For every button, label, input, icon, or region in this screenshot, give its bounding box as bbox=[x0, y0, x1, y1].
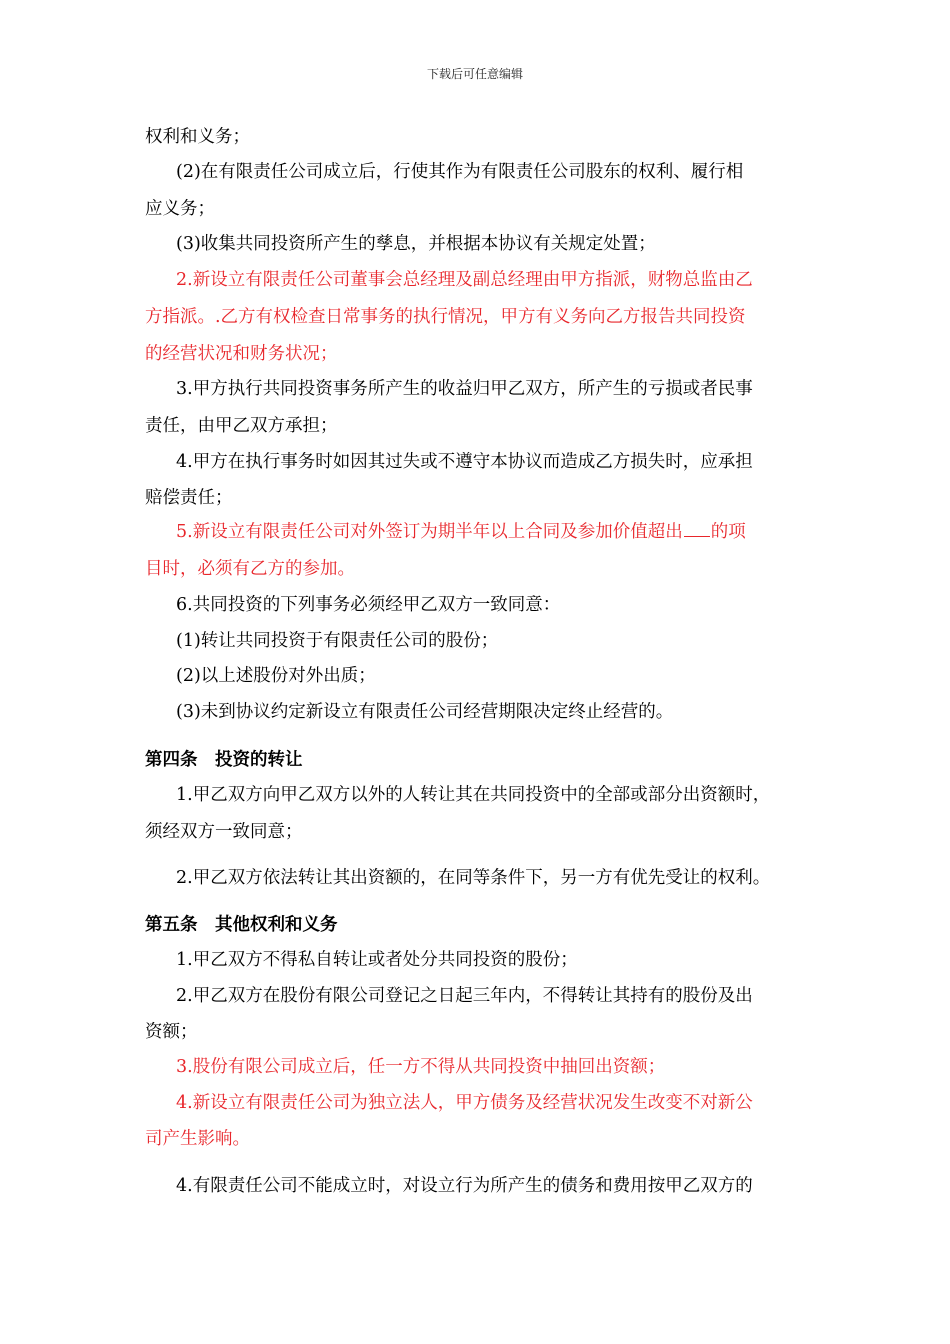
paragraph-line: 4.甲方在执行事务时如因其过失或不遵守本协议而造成乙方损失时，应承担 bbox=[176, 452, 753, 472]
highlighted-line: 方指派。.乙方有权检查日常事务的执行情况，甲方有义务向乙方报告共同投资 bbox=[145, 307, 746, 327]
section-heading: 第四条 投资的转让 bbox=[145, 750, 303, 770]
paragraph-line: 2.甲乙双方在股份有限公司登记之日起三年内，不得转让其持有的股份及出 bbox=[176, 986, 753, 1006]
paragraph-line: 须经双方一致同意； bbox=[145, 822, 303, 842]
paragraph-line: (1)转让共同投资于有限责任公司的股份； bbox=[176, 631, 499, 651]
highlighted-line bbox=[176, 520, 820, 544]
section-heading: 第五条 其他权利和义务 bbox=[145, 915, 338, 935]
paragraph-line: 资额； bbox=[145, 1022, 198, 1042]
paragraph-line: 赔偿责任； bbox=[145, 488, 233, 508]
paragraph-line: 1.甲乙双方不得私自转让或者处分共同投资的股份； bbox=[176, 950, 578, 970]
highlighted-line: 目时，必须有乙方的参加。 bbox=[145, 559, 355, 579]
clause-text: 5.新设立有限责任公司对外签订为期半年以上合同及参加价值超出 bbox=[176, 522, 683, 542]
fill-in-blank bbox=[684, 520, 710, 537]
paragraph-line: (2)以上述股份对外出质； bbox=[176, 666, 376, 686]
highlighted-line: 4.新设立有限责任公司为独立法人，甲方债务及经营状况发生改变不对新公 bbox=[176, 1093, 753, 1113]
paragraph-line: 3.甲方执行共同投资事务所产生的收益归甲乙双方，所产生的亏损或者民事 bbox=[176, 379, 753, 399]
paragraph-line: 权利和义务； bbox=[145, 127, 250, 147]
paragraph-line: 应义务； bbox=[145, 199, 215, 219]
paragraph-line: (2)在有限责任公司成立后，行使其作为有限责任公司股东的权利、履行相 bbox=[176, 162, 744, 182]
page-header: 下载后可任意编辑 bbox=[426, 67, 523, 81]
paragraph-line: (3)收集共同投资所产生的孳息，并根据本协议有关规定处置； bbox=[176, 234, 656, 254]
highlighted-line: 司产生影响。 bbox=[145, 1129, 250, 1149]
paragraph-line: 6.共同投资的下列事务必须经甲乙双方一致同意： bbox=[176, 595, 561, 615]
paragraph-line: 2.甲乙双方依法转让其出资额的，在同等条件下，另一方有优先受让的权利。 bbox=[176, 868, 771, 888]
paragraph-line: 4.有限责任公司不能成立时，对设立行为所产生的债务和费用按甲乙双方的 bbox=[176, 1176, 753, 1196]
clause-text: 的项 bbox=[710, 522, 746, 542]
paragraph-line: (3)未到协议约定新设立有限责任公司经营期限决定终止经营的。 bbox=[176, 702, 674, 722]
highlighted-line: 3.股份有限公司成立后，任一方不得从共同投资中抽回出资额； bbox=[176, 1057, 666, 1077]
paragraph-line: 责任，由甲乙双方承担； bbox=[145, 416, 338, 436]
highlighted-line: 的经营状况和财务状况； bbox=[145, 344, 338, 364]
highlighted-line: 2.新设立有限责任公司董事会总经理及副总经理由甲方指派，财物总监由乙 bbox=[176, 270, 753, 290]
paragraph-line: 1.甲乙双方向甲乙双方以外的人转让其在共同投资中的全部或部分出资额时， bbox=[176, 785, 771, 805]
